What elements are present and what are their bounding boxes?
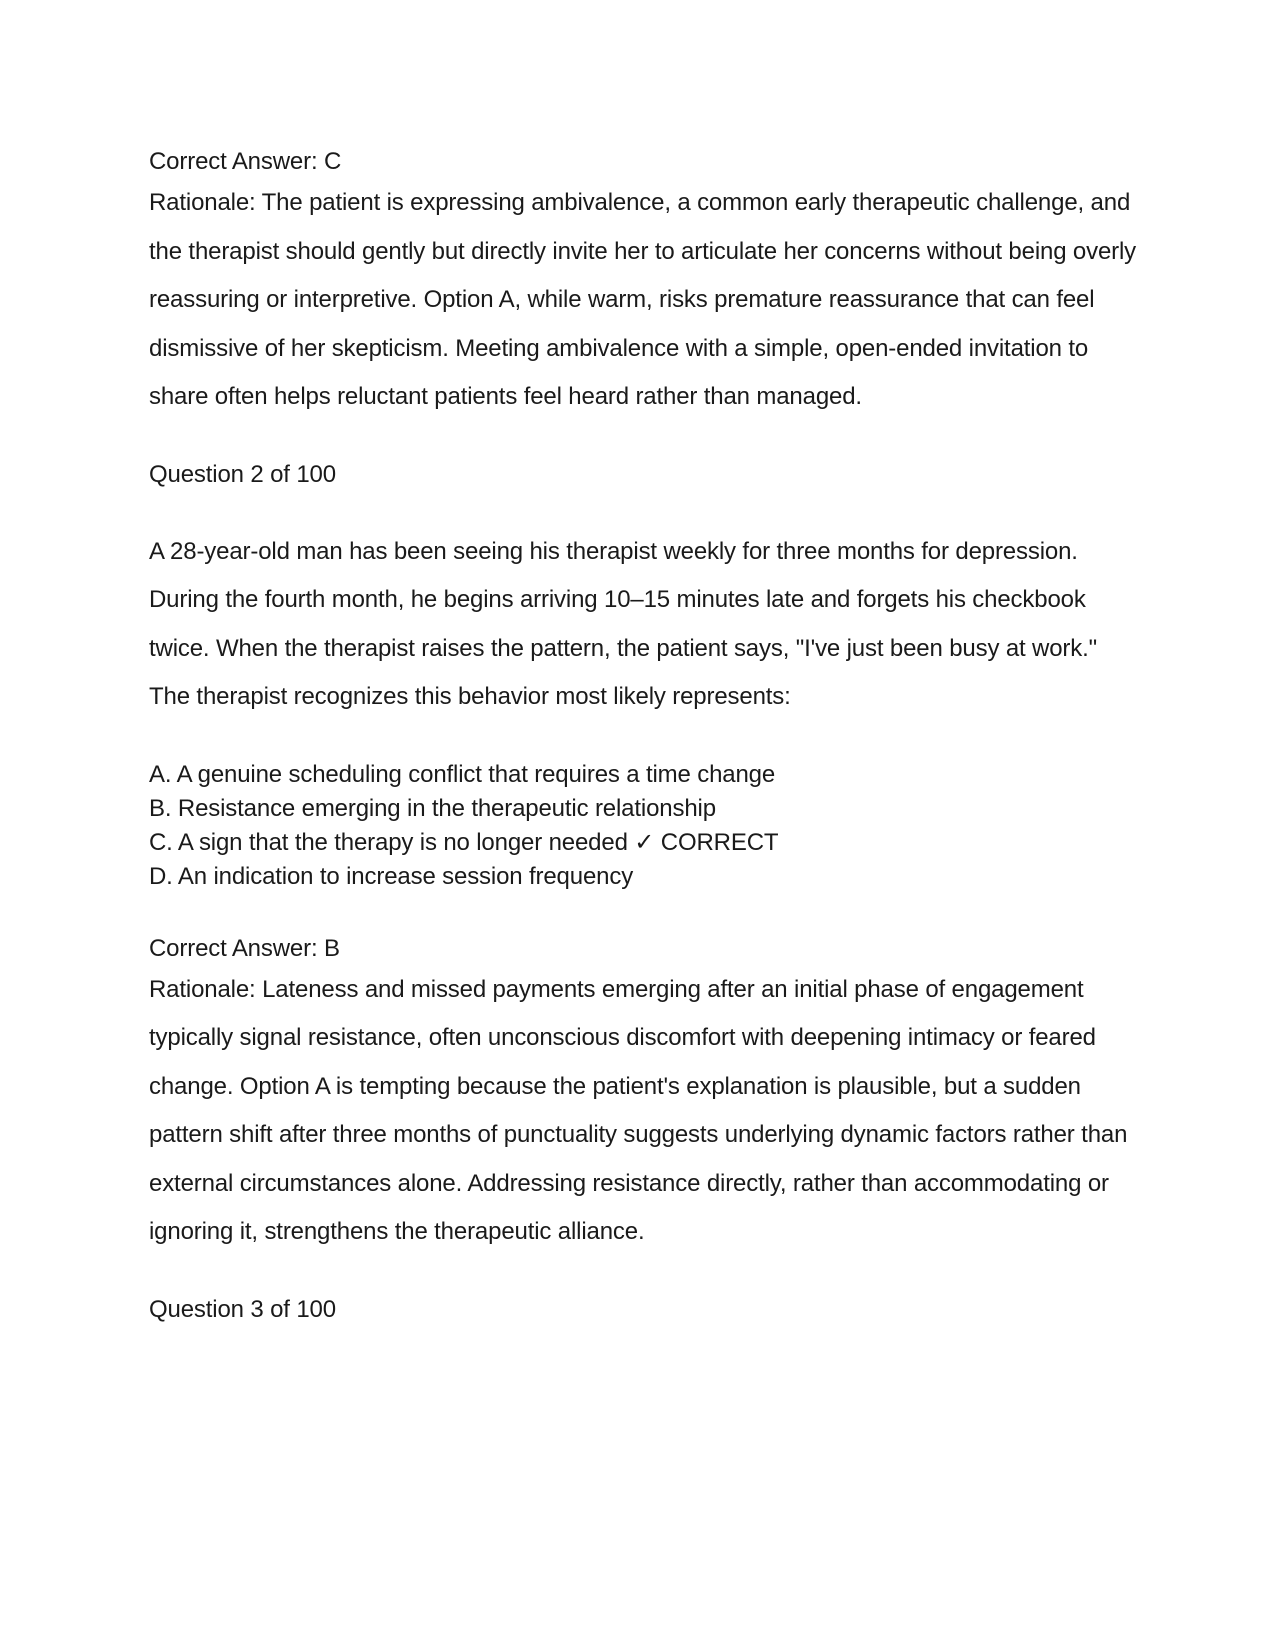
- spacer: [149, 1257, 1139, 1293]
- question-3-number: Question 3 of 100: [149, 1295, 336, 1323]
- q2-correct-answer: Correct Answer: B: [149, 934, 340, 962]
- page-content: [149, 145, 1139, 1327]
- question-2-number: Question 2 of 100: [149, 460, 336, 488]
- q1-rationale: Rationale: The patient is expressing ambivalence, a common early therapeutic challenge, and the therapist should gently but directly invite her to articulate her concerns without being overly reassuring or interpretive. Option A, while warm, risks premature reassurance that can feel dismissive of her skepticism. Meeting ambivalence with a simple, open-ended invitation to share often helps reluctant patients feel heard rather than managed.: [149, 189, 1137, 410]
- option-b: B. Resistance emerging in the therapeutic relationship: [149, 794, 716, 822]
- option-d: D. An indication to increase session frequency: [149, 862, 634, 890]
- spacer: [149, 722, 1139, 758]
- q1-correct-answer: Correct Answer: C: [149, 148, 342, 175]
- option-a: A. A genuine scheduling conflict that requires a time change: [149, 760, 776, 788]
- q2-rationale: Rationale: Lateness and missed payments emerging after an initial phase of engagement typically signal resistance, often unconscious discomfort with deepening intimacy or feared change. Option A is tempting because the patient's explanation is plausible, but a sudden pattern shift after three months of punctuality suggests underlying dynamic factors rather than external circumstances alone. Addressing resistance directly, rather than accommodating or ignoring it, strengthens the therapeutic alliance.: [149, 975, 1128, 1245]
- spacer: [149, 422, 1139, 458]
- spacer: [149, 492, 1139, 528]
- question-2-text: A 28-year-old man has been seeing his therapist weekly for three months for depression. During the fourth month, he begins arriving 10–15 minutes late and forgets his checkbook twice. When the therapist raises the pattern, the patient says, "I've just been busy at work." The therapist recognizes this behavior most likely represents:: [149, 537, 1098, 710]
- option-c: C. A sign that the therapy is no longer needed ✓ CORRECT: [149, 828, 779, 856]
- question-2-options: [149, 758, 1139, 894]
- spacer: [149, 894, 1139, 932]
